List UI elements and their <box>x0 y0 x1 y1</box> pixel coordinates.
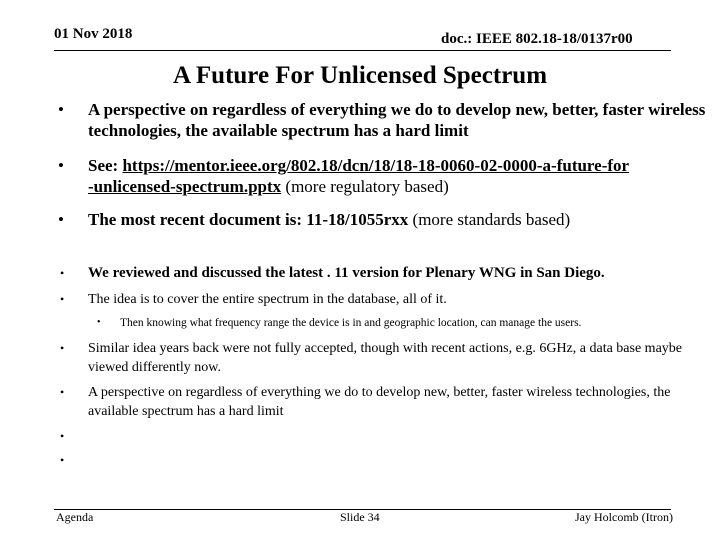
bullet-marker: • <box>58 210 64 229</box>
bullet-marker: • <box>60 292 65 306</box>
bullet-text-reviewed: We reviewed and discussed the latest . 11 version for Plenary WNG in San Diego. <box>88 265 605 281</box>
bullet-marker: • <box>58 156 64 175</box>
bullet-marker: • <box>60 266 65 280</box>
empty-bullet-marker: • <box>60 453 65 467</box>
footer-slide-number: Slide 34 <box>340 510 380 524</box>
header-divider <box>54 50 671 51</box>
see-prefix: See: <box>88 156 123 175</box>
bullet-text-see-link <box>88 155 713 197</box>
bullet-text-perspective-repeat: A perspective on regardless of everything we do to develop new, better, faster wireless technologies, the available spectrum has a hard limit <box>88 385 671 419</box>
bullet-text-perspective: A perspective on regardless of everything we do to develop new, better, faster wireless technologies, the available spectrum has a hard limit <box>88 100 706 140</box>
bullet-text-similar-idea: Similar idea years back were not fully accepted, though with recent actions, e.g. 6GHz, a data base maybe viewed differently now. <box>88 341 682 375</box>
mentor-document-link[interactable]: https://mentor.ieee.org/802.18/dcn/18/18-18-0060-02-0000-a-future-for -unlicensed-spectrum.pptx <box>88 156 630 196</box>
header-doc-number: doc.: IEEE 802.18-18/0137r00 <box>441 31 633 47</box>
footer-agenda: Agenda <box>56 510 94 524</box>
footer-author: Jay Holcomb (Itron) <box>575 510 673 524</box>
bullet-text-idea: The idea is to cover the entire spectrum in the database, all of it. <box>88 292 447 307</box>
sub-bullet-text-frequency: Then knowing what frequency range the device is in and geographic location, can manage the users. <box>120 317 582 329</box>
header-date: 01 Nov 2018 <box>54 26 133 42</box>
sub-bullet-marker: • <box>97 317 101 328</box>
slide-title: A Future For Unlicensed Spectrum <box>172 62 548 89</box>
bullet-text-recent-document: The most recent document is: 11-18/1055rxx (more standards based) <box>88 210 571 229</box>
bullet-marker: • <box>58 100 64 119</box>
bullet-marker: • <box>60 385 65 399</box>
bullet-marker: • <box>60 341 65 355</box>
see-suffix: (more regulatory based) <box>281 177 449 196</box>
empty-bullet-marker: • <box>60 429 65 443</box>
